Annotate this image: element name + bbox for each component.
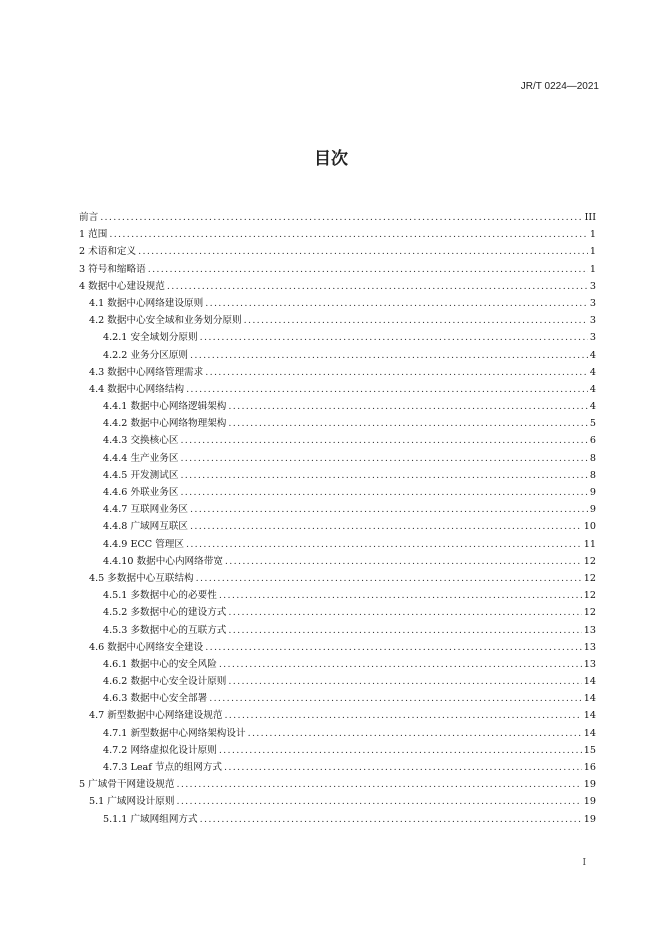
toc-entry-page: 3 [589,297,596,309]
page-title: 目次 [314,149,348,169]
toc-entry[interactable] [79,329,596,346]
toc-entry-page: 13 [583,641,596,653]
toc-entry-page: 1 [589,263,596,275]
toc-entry[interactable] [79,793,596,810]
toc-entry-label: 4.5.2 多数据中心的建设方式 [103,607,227,619]
toc-entry-label: 4.4.5 开发测试区 [103,469,179,481]
toc-entry-label: 4.4.10 数据中心内网络带宽 [103,555,223,567]
toc-entry-label: 4.7.3 Leaf 节点的组网方式 [103,762,222,773]
toc-dot-leader [228,398,587,415]
toc-entry-page: 4 [589,401,596,413]
toc-dot-leader [244,312,588,329]
table-of-contents [79,209,596,828]
toc-entry[interactable] [79,278,596,295]
toc-dot-leader [109,226,588,243]
toc-dot-leader [148,261,588,278]
toc-entry[interactable] [79,742,596,759]
toc-entry-label: 4.3 数据中心网络管理需求 [89,366,204,378]
toc-entry[interactable] [79,501,596,518]
toc-entry[interactable] [79,484,596,501]
toc-entry-label: 4.4.3 交换核心区 [103,435,179,447]
toc-dot-leader [228,622,581,639]
toc-dot-leader [224,759,582,776]
toc-entry[interactable] [79,604,596,621]
toc-entry-label: 4.5.1 多数据中心的必要性 [103,590,217,602]
toc-entry[interactable] [79,776,596,793]
toc-entry-page: 6 [589,435,596,447]
toc-entry-page: 15 [583,744,596,756]
toc-dot-leader [138,243,588,260]
toc-entry-label: 4.4 数据中心网络结构 [89,383,185,395]
toc-entry-page: 14 [583,693,596,705]
toc-entry-label: 4 数据中心建设规范 [79,280,165,292]
toc-dot-leader [205,639,582,656]
toc-entry-page: 19 [583,813,596,825]
toc-dot-leader [209,690,582,707]
toc-dot-leader [190,347,588,364]
toc-entry[interactable] [79,226,596,243]
toc-entry[interactable] [79,432,596,449]
toc-dot-leader [228,673,581,690]
toc-entry-label: 4.2.1 安全域划分原则 [103,332,198,344]
toc-dot-leader [219,742,582,759]
toc-dot-leader [196,570,582,587]
toc-dot-leader [228,415,587,432]
document-code: JR/T 0224—2021 [520,81,599,92]
toc-entry-label: 4.5 多数据中心互联结构 [89,572,194,584]
toc-entry[interactable] [79,381,596,398]
toc-dot-leader [177,776,582,793]
toc-entry-page: 3 [589,315,596,327]
toc-entry-page: 3 [589,280,596,292]
toc-entry-label: 4.7.1 新型数据中心网络架构设计 [103,727,246,739]
toc-entry-page: 14 [583,727,596,739]
toc-entry-page: 3 [589,332,596,344]
toc-entry-label: 4.4.7 互联网业务区 [103,504,189,516]
toc-entry[interactable] [79,536,596,553]
toc-entry-label: 4.6.2 数据中心安全设计原则 [103,676,227,688]
toc-entry-label: 4.6 数据中心网络安全建设 [89,641,204,653]
toc-entry-label: 4.2 数据中心安全域和业务划分原则 [89,315,242,327]
toc-entry[interactable] [79,261,596,278]
toc-entry[interactable] [79,209,596,226]
toc-dot-leader [219,656,582,673]
toc-dot-leader [205,295,588,312]
toc-entry-page: 14 [583,676,596,688]
toc-entry-label: 3 符号和缩略语 [79,263,146,275]
toc-entry-page: 11 [583,538,596,550]
toc-entry[interactable] [79,639,596,656]
toc-entry-label: 5.1 广域网设计原则 [89,796,175,808]
toc-entry-label: 4.4.4 生产业务区 [103,452,179,464]
toc-entry-label: 4.6.1 数据中心的安全风险 [103,658,217,670]
toc-entry-label: 4.4.6 外联业务区 [103,487,179,498]
toc-entry[interactable] [79,759,596,776]
toc-entry-label: 4.4.9 ECC 管理区 [103,538,184,550]
toc-entry-page: 1 [589,246,596,258]
toc-entry-page: 19 [583,796,596,808]
toc-entry[interactable] [79,811,596,828]
toc-entry-label: 5.1.1 广域网组网方式 [103,813,198,825]
toc-entry-page: 12 [583,572,596,584]
toc-dot-leader [180,467,587,484]
toc-entry-page: 4 [589,383,596,395]
toc-entry[interactable] [79,467,596,484]
toc-entry[interactable] [79,450,596,467]
toc-entry-page: 12 [583,590,596,602]
toc-entry[interactable] [79,707,596,724]
toc-entry[interactable] [79,398,596,415]
toc-entry-label: 4.7.2 网络虚拟化设计原则 [103,744,217,756]
toc-entry-page: 12 [583,555,596,567]
toc-entry[interactable] [79,656,596,673]
toc-entry-page: 9 [589,487,596,498]
toc-entry[interactable] [79,673,596,690]
toc-entry-page: 13 [583,658,596,670]
toc-entry[interactable] [79,518,596,535]
toc-dot-leader [200,329,588,346]
toc-dot-leader [100,209,582,226]
toc-entry-page: 10 [583,521,596,533]
toc-dot-leader [224,707,581,724]
toc-dot-leader [176,793,581,810]
toc-entry[interactable] [79,415,596,432]
toc-dot-leader [248,725,582,742]
toc-entry-label: 4.6.3 数据中心安全部署 [103,693,208,705]
toc-dot-leader [200,811,582,828]
toc-dot-leader [190,501,588,518]
toc-entry[interactable] [79,570,596,587]
toc-dot-leader [205,364,588,381]
toc-dot-leader [180,484,587,501]
toc-entry[interactable] [79,690,596,707]
toc-dot-leader [190,518,582,535]
toc-dot-leader [180,450,587,467]
toc-entry-label: 4.1 数据中心网络建设原则 [89,297,204,309]
toc-entry-page: 14 [583,710,596,722]
toc-dot-leader [219,587,582,604]
toc-entry-page: III [584,212,596,223]
toc-entry-label: 4.4.1 数据中心网络逻辑架构 [103,401,227,413]
toc-dot-leader [228,604,581,621]
toc-entry-label: 1 范围 [79,229,108,241]
toc-entry[interactable] [79,725,596,742]
toc-entry[interactable] [79,295,596,312]
toc-entry-page: 1 [589,229,596,241]
toc-entry[interactable] [79,553,596,570]
toc-dot-leader [225,553,582,570]
toc-entry-page: 8 [589,469,596,481]
toc-entry[interactable] [79,587,596,604]
toc-entry[interactable] [79,347,596,364]
toc-entry-page: 16 [583,762,596,773]
toc-entry-page: 9 [589,504,596,516]
toc-entry[interactable] [79,243,596,260]
toc-dot-leader [186,536,582,553]
toc-entry[interactable] [79,312,596,329]
toc-dot-leader [167,278,588,295]
toc-entry-label: 前言 [79,212,99,223]
toc-entry[interactable] [79,622,596,639]
toc-dot-leader [186,381,588,398]
toc-entry-page: 12 [583,607,596,619]
toc-entry[interactable] [79,364,596,381]
toc-entry-label: 4.2.2 业务分区原则 [103,349,189,361]
toc-entry-page: 8 [589,452,596,464]
toc-dot-leader [180,432,587,449]
toc-entry-page: 19 [583,779,596,791]
toc-entry-label: 2 术语和定义 [79,246,137,258]
page-number: I [582,858,586,868]
toc-entry-page: 5 [589,418,596,430]
toc-entry-label: 5 广域骨干网建设规范 [79,779,175,791]
toc-entry-page: 13 [583,624,596,636]
toc-entry-label: 4.7 新型数据中心网络建设规范 [89,710,223,722]
toc-entry-page: 4 [589,349,596,361]
toc-entry-page: 4 [589,366,596,378]
toc-entry-label: 4.5.3 多数据中心的互联方式 [103,624,227,636]
toc-entry-label: 4.4.2 数据中心网络物理架构 [103,418,227,430]
toc-entry-label: 4.4.8 广域网互联区 [103,521,189,533]
